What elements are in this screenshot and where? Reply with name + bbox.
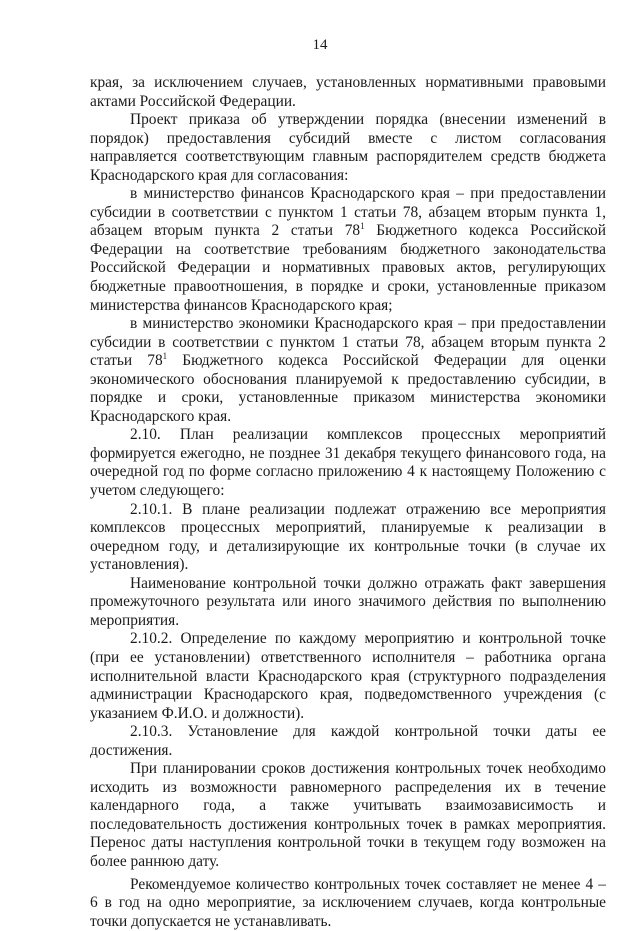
- superscript: 1: [360, 221, 365, 232]
- superscript: 1: [162, 351, 168, 362]
- paragraph-control-point-name: Наименование контрольной точки должно отражать факт завершения промежуточного результата или иного значимого действия по выполнению мероприятия.: [90, 574, 606, 629]
- paragraph-2-10-3: 2.10.3. Установление для каждой контрольной точки даты ее достижения.: [90, 723, 606, 759]
- document-body: [90, 74, 606, 931]
- paragraph-text: Бюджетного кодекса Российской Федерации на соответствие требованиям бюджетного законодательства Российской Федерации и нормативных правовых актов, регулирующих бюджетные правоотношения, в порядке и сроки, установленные приказом министерства финансов Краснодарского края;: [90, 222, 606, 314]
- paragraph-planning: При планировании сроков достижения контрольных точек необходимо исходить из возможности равномерного распределения их в течение календарного года, а также учитывать взаимозависимость и последовательность достижения контрольных точек в рамках мероприятия. Перенос даты наступления контрольной точки в текущем году возможен на более раннюю дату.: [90, 760, 606, 870]
- paragraph-2-10-1: 2.10.1. В плане реализации подлежат отражению все мероприятия комплексов процессных мероприятий, планируемые к реализации в очередном году, и детализирующие их контрольные точки (в случае их установления).: [90, 500, 606, 574]
- paragraph-recommended-count: Рекомендуемое количество контрольных точек составляет не менее 4 – 6 в год на одно мероприятие, за исключением случаев, когда контрольные точки допускается не устанавливать.: [90, 875, 606, 930]
- paragraph-text: в министерство финансов Краснодарского края – при предоставлении субсидии в соответствии с пунктом 1 статьи 78, абзацем вторым пункта 1, абзацем вторым пункта 2 статьи 78: [90, 185, 606, 240]
- paragraph-continuation: края, за исключением случаев, установленных нормативными правовыми актами Российской Федерации.: [90, 74, 606, 110]
- paragraph-text: в министерство экономики Краснодарского края – при предоставлении субсидии в соответствии с пунктом 1 статьи 78, абзацем вторым пункта 2 статьи 78: [90, 315, 606, 370]
- paragraph-draft-order: Проект приказа об утверждении порядка (внесении изменений в порядок) предоставления субсидий вместе с листом согласования направляется соответствующим главным распорядителем средств бюджета Краснодарского края для согласования:: [90, 111, 606, 184]
- paragraph-2-10: 2.10. План реализации комплексов процессных мероприятий формируется ежегодно, не позднее 31 декабря текущего финансового года, на очередной год по форме согласно приложению 4 к настоящему Положению с учетом следующего:: [90, 426, 606, 500]
- paragraph-text: Бюджетного кодекса Российской Федерации для оценки экономического обоснования планируемой к предоставлению субсидии, в порядке и сроки, установленные приказом министерства экономики Краснодарского края.: [90, 352, 606, 425]
- paragraph-ministry-finance: [90, 185, 606, 315]
- paragraph-2-10-2: 2.10.2. Определение по каждому мероприятию и контрольной точке (при ее установлении) ответственного исполнителя – работника органа исполнительной власти Краснодарского края (структурного подразделения администрации Краснодарского края, подведомственного учреждения (с указанием Ф.И.О. и должности).: [90, 630, 606, 722]
- paragraph-ministry-economy: [90, 315, 606, 426]
- page-number: 14: [312, 37, 328, 53]
